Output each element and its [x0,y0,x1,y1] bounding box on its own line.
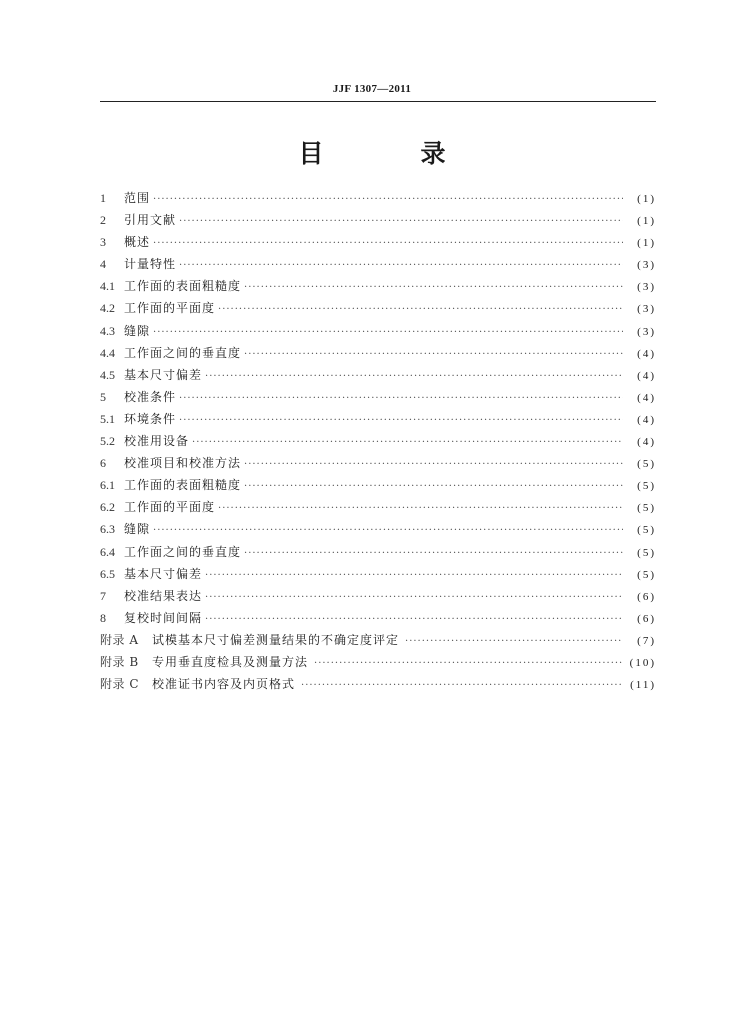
toc-entry-number: 2 [100,213,106,228]
toc-entry-page: (3) [637,325,656,338]
toc-entry-page: (6) [637,590,656,603]
toc-entry-page: (6) [637,612,656,625]
toc-entry-title: 校准证书内容及内页格式 [152,677,296,692]
toc-entry [100,386,656,408]
toc-entry-number: 6.5 [100,566,115,581]
document-code-header: JJF 1307—2011 [332,83,412,95]
toc-entry-title: 工作面的表面粗糙度 [124,279,242,294]
toc-entry [100,408,656,430]
toc-dot-leader [205,366,623,388]
toc-entry-page: (10) [629,656,656,669]
toc-dot-leader [205,587,623,609]
toc-entry-title: 工作面之间的垂直度 [124,345,242,360]
toc-entry-title: 引用文献 [124,213,177,228]
toc-entry-page: (4) [637,369,656,382]
toc-dot-leader [244,344,623,366]
toc-dot-leader [205,565,623,587]
toc-entry [100,430,656,452]
toc-entry-number: 4 [100,257,106,272]
toc-dot-leader [218,498,623,520]
toc-entry [100,231,656,253]
toc-entry-page: (7) [637,634,656,647]
toc-entry [100,474,656,496]
toc-entry-title: 范围 [124,191,151,205]
toc-entry-title: 环境条件 [124,411,177,426]
toc-entry-title: 基本尺寸偏差 [124,566,203,581]
toc-dot-leader [205,609,623,631]
toc-entry-page: (1) [637,215,656,228]
toc-dot-leader [301,675,623,697]
toc-entry-title: 试模基本尺寸偏差测量结果的不确定度评定 [152,632,400,647]
toc-entry-title: 计量特性 [124,257,177,272]
toc-entry-title: 缝隙 [124,323,151,338]
toc-entry [100,651,656,673]
toc-entry [100,364,656,386]
toc-dot-leader [192,432,623,454]
toc-entry-number: 6.3 [100,522,115,537]
toc-entry-page: (4) [637,391,656,404]
toc-entry [100,607,656,629]
toc-entry-title: 概述 [124,235,151,250]
toc-entry [100,275,656,297]
toc-entry-number: 3 [100,235,106,250]
toc-entry [100,342,656,364]
toc-entry-title: 校准项目和校准方法 [124,456,242,471]
toc-entry-page: (3) [637,281,656,294]
toc-dot-leader [153,233,623,255]
toc-entry-page: (3) [637,259,656,272]
toc-entry-page: (4) [637,436,656,449]
toc-entry-title: 工作面的平面度 [124,500,216,515]
toc-entry-number: 4.5 [100,367,115,382]
toc-entry [100,541,656,563]
toc-entry [100,518,656,540]
toc-entry-page: (4) [637,413,656,426]
toc-entry-number: 附录 C [100,677,139,692]
toc-entry-title: 缝隙 [124,522,151,537]
toc-entry-number: 6.2 [100,500,115,515]
toc-entry [100,297,656,319]
toc-entry-number: 1 [100,191,106,205]
toc-dot-leader [179,211,623,233]
toc-entry-number: 附录 A [100,632,139,647]
toc-entry [100,585,656,607]
toc-dot-leader [153,189,623,211]
toc-dot-leader [244,454,623,476]
toc-entry-number: 6.1 [100,478,115,493]
toc-entry-title: 工作面的表面粗糙度 [124,478,242,493]
toc-entry-number: 8 [100,610,106,625]
toc-entry [100,452,656,474]
toc-entry-page: (4) [637,347,656,360]
toc-dot-leader [244,277,623,299]
toc-entry-number: 附录 B [100,654,139,669]
toc-entry-page: (5) [637,546,656,559]
toc-entry-title: 工作面之间的垂直度 [124,544,242,559]
toc-dot-leader [179,388,623,410]
toc-entry-page: (1) [637,237,656,250]
toc-entry [100,320,656,342]
table-of-contents [100,187,656,695]
toc-entry [100,629,656,651]
toc-entry-page: (5) [637,524,656,537]
toc-dot-leader [218,299,623,321]
toc-entry-title: 复校时间间隔 [124,610,203,625]
page-title: 目 录 [298,139,482,168]
toc-entry-title: 校准用设备 [124,434,190,449]
toc-entry-number: 5 [100,389,106,404]
toc-entry [100,496,656,518]
toc-entry-number: 4.2 [100,301,115,316]
toc-entry-page: (5) [637,502,656,515]
toc-entry-title: 校准条件 [124,389,177,404]
toc-dot-leader [179,410,623,432]
toc-entry [100,187,656,209]
toc-entry-page: (3) [637,303,656,316]
toc-entry-number: 7 [100,588,106,603]
toc-entry [100,209,656,231]
toc-entry-title: 基本尺寸偏差 [124,367,203,382]
toc-entry [100,253,656,275]
toc-dot-leader [179,255,623,277]
toc-dot-leader [153,520,623,542]
toc-entry [100,673,656,695]
toc-entry-number: 5.1 [100,411,115,426]
toc-dot-leader [153,322,623,344]
toc-entry-title: 专用垂直度检具及测量方法 [152,654,309,669]
toc-entry [100,563,656,585]
toc-entry-page: (5) [637,458,656,471]
toc-entry-number: 4.3 [100,323,115,338]
toc-entry-number: 4.4 [100,345,115,360]
toc-entry-page: (5) [637,568,656,581]
toc-dot-leader [405,631,623,653]
toc-dot-leader [244,476,623,498]
toc-entry-title: 校准结果表达 [124,588,203,603]
toc-entry-number: 6 [100,456,106,471]
toc-entry-number: 6.4 [100,544,115,559]
toc-entry-number: 4.1 [100,279,115,294]
toc-entry-page: (11) [630,679,656,692]
toc-entry-page: (1) [637,193,656,205]
header-rule [100,101,656,102]
toc-entry-page: (5) [637,480,656,493]
toc-dot-leader [314,653,623,675]
toc-entry-title: 工作面的平面度 [124,301,216,316]
toc-dot-leader [244,543,623,565]
toc-entry-number: 5.2 [100,434,115,449]
